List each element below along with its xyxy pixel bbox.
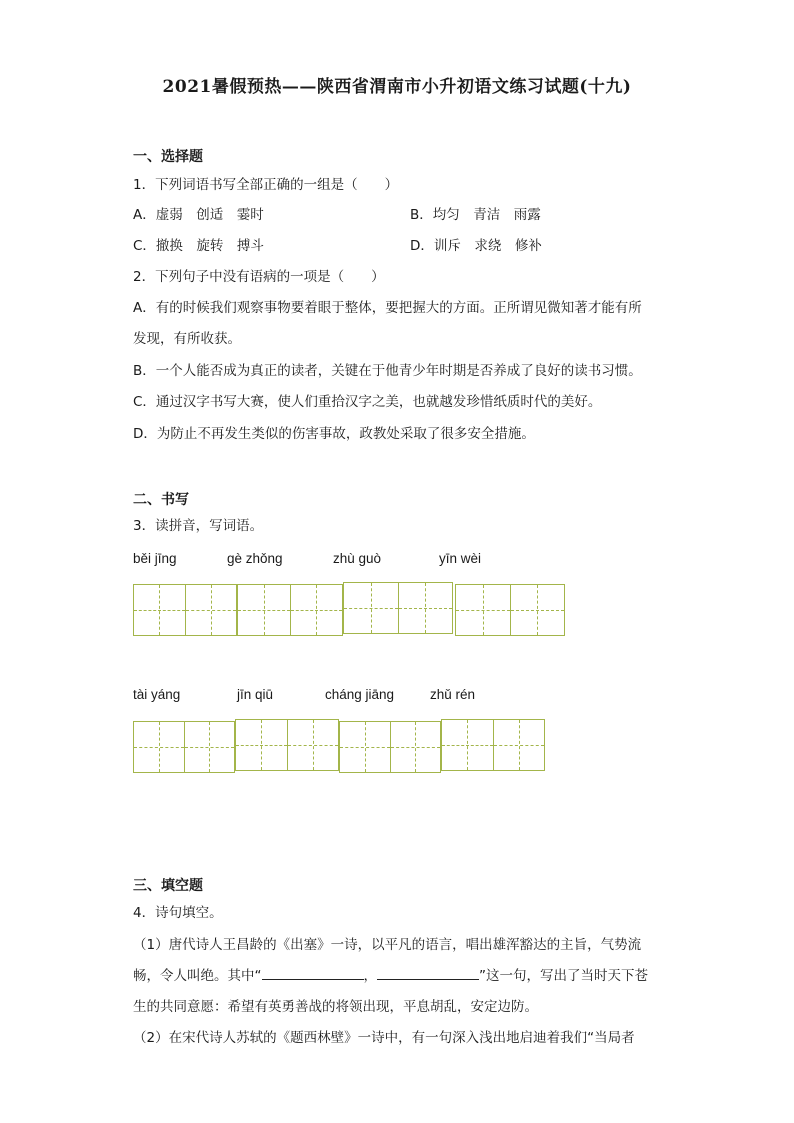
q1-option-d: D．训斥 求绕 修补 [410, 238, 542, 254]
q1-option-a: A．虚弱 创适 霎时 [133, 207, 264, 223]
writing-grid[interactable] [237, 584, 343, 636]
q2-option-c: C．通过汉字书写大赛，使人们重拾汉字之美，也就越发珍惜纸质时代的美好。 [133, 394, 602, 410]
pinyin-label: jīn qiū [237, 687, 274, 702]
section-heading-choice: 一、选择题 [133, 149, 203, 165]
pinyin-label: tài yáng [133, 687, 181, 702]
writing-grid[interactable] [339, 721, 441, 773]
question-3-stem: 3．读拼音，写词语。 [133, 518, 264, 534]
q4-text: ， [363, 968, 377, 984]
writing-grid[interactable] [455, 584, 565, 636]
page-title: 2021暑假预热——陕西省渭南市小升初语文练习试题(十九) [162, 77, 632, 97]
writing-grid[interactable] [235, 719, 339, 771]
pinyin-label: cháng jiāng [325, 687, 395, 702]
q1-option-b: B．均匀 青洁 雨露 [410, 207, 541, 223]
pinyin-label: yīn wèi [439, 551, 482, 566]
writing-grid[interactable] [343, 582, 453, 634]
q2-option-a-line1: A．有的时候我们观察事物要着眼于整体，要把握大的方面。正所谓见微知著才能有所 [133, 300, 642, 316]
writing-grid[interactable] [133, 721, 235, 773]
question-2-stem: 2．下列句子中没有语病的一项是（ ） [133, 269, 385, 285]
q4-text: ”这一句，写出了当时天下苍 [479, 968, 648, 984]
writing-grid[interactable] [133, 584, 237, 636]
q2-option-a-line2: 发现，有所收获。 [133, 331, 241, 347]
q4-part1-line1: （1）唐代诗人王昌龄的《出塞》一诗，以平凡的语言，唱出雄浑豁达的主旨，气势流 [133, 937, 642, 953]
q2-option-d: D．为防止不再发生类似的伤害事故，政教处采取了很多安全措施。 [133, 426, 535, 442]
q4-part1-line2 [133, 964, 648, 984]
fill-blank-2[interactable] [377, 965, 479, 980]
fill-blank-1[interactable] [262, 965, 364, 980]
pinyin-label: gè zhǒng [227, 551, 283, 566]
q2-option-b: B．一个人能否成为真正的读者，关键在于他青少年时期是否养成了良好的读书习惯。 [133, 363, 642, 379]
q4-text: 畅，令人叫绝。其中“ [133, 968, 262, 984]
q1-option-c: C．撤换 旋转 搏斗 [133, 238, 264, 254]
q4-part1-line3: 生的共同意愿：希望有英勇善战的将领出现，平息胡乱，安定边防。 [133, 999, 538, 1015]
writing-grid[interactable] [441, 719, 545, 771]
pinyin-label: zhù guò [333, 551, 382, 566]
pinyin-label: běi jīng [133, 551, 177, 566]
q4-part2-line1: （2）在宋代诗人苏轼的《题西林壁》一诗中，有一句深入浅出地启迪着我们“当局者 [133, 1030, 635, 1046]
pinyin-label: zhǔ rén [430, 687, 476, 702]
section-heading-writing: 二、书写 [133, 492, 189, 508]
section-heading-fill: 三、填空题 [133, 878, 203, 894]
question-4-stem: 4．诗句填空。 [133, 905, 223, 921]
question-1-stem: 1．下列词语书写全部正确的一组是（ ） [133, 177, 399, 193]
